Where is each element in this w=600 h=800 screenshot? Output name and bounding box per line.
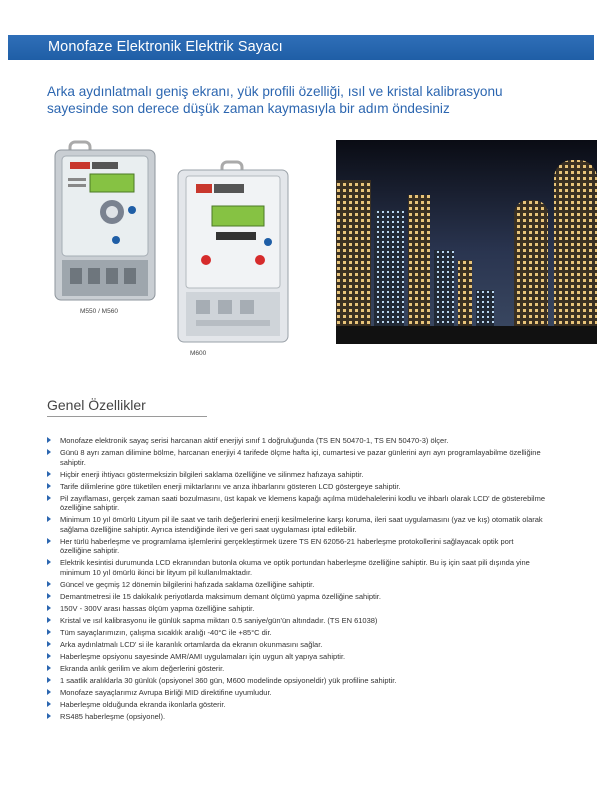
feature-text: Tarife dilimlerine göre tüketilen enerji miktarlarını ve arıza ihbarlarını gösteren LCD göstergeye sahiptir. xyxy=(60,481,401,491)
meter-b-caption: M600 xyxy=(190,350,207,357)
bullet-arrow-icon xyxy=(47,593,51,599)
bullet-arrow-icon xyxy=(47,689,51,695)
feature-text: Kristal ve ısıl kalibrasyonu ile günlük sapma miktarı 0.5 saniye/gün'ün altındadır. (TS EN 61038) xyxy=(60,615,378,625)
bullet-arrow-icon xyxy=(47,617,51,623)
bullet-arrow-icon xyxy=(47,653,51,659)
bullet-arrow-icon xyxy=(47,449,51,455)
feature-item xyxy=(46,592,546,602)
feature-text: Monofaze elektronik sayaç serisi harcanan aktif enerjiyi sınıf 1 doğruluğunda (TS EN 50470-1, TS EN 50470-3) ölçer. xyxy=(60,436,449,445)
feature-text: Pil zayıflaması, gerçek zaman saati bozulmasını, üst kapak ve klemens kapağı açılma müdehalelerini kodlu ve ihbarlı olarak LCD' de gösterebilme özelliğine sahiptir. xyxy=(60,493,545,512)
feature-text: Haberleşme olduğunda ekranda ikonlarla gösterir. xyxy=(60,699,226,709)
city-illustration xyxy=(336,140,597,344)
feature-item xyxy=(46,494,546,513)
feature-text: Günü 8 ayrı zaman dilimine bölme, harcanan enerjiyi 4 tarifede ölçme hafta içi, cumartesi ve pazar günlerini ayrı ayrı programlayabilme özelliğine sahiptir. xyxy=(60,448,541,467)
feature-text: Tüm sayaçlarımızın, çalışma sıcaklık aralığı -40°C ile +85°C dir. xyxy=(60,627,272,637)
bullet-arrow-icon xyxy=(47,516,51,522)
feature-item xyxy=(46,537,546,556)
feature-item xyxy=(46,616,546,626)
feature-text: Elektrik kesintisi durumunda LCD ekranından butonla okuma ve optik portundan haberleşme özelliğine sahiptir. Bu iş için saat pili dışında yine minimum 10 yıl ömürlü ikinci bir lityum pil kullanılmaktadır. xyxy=(60,558,530,577)
feature-item xyxy=(46,700,546,710)
feature-item xyxy=(46,688,546,698)
bullet-arrow-icon xyxy=(47,559,51,565)
feature-item xyxy=(46,558,546,577)
feature-text: 1 saatlik aralıklarla 30 günlük (opsiyonel 360 gün, M600 modelinde opsiyoneldir) yük profiline sahiptir. xyxy=(60,675,397,685)
feature-text: Ekranda anlık gerilim ve akım değerlerini gösterir. xyxy=(60,663,225,673)
feature-item xyxy=(46,580,546,590)
feature-text: Demantmetresi ile 15 dakikalık periyotlarda maksimum demant ölçümü yapma özelliğine sahiptir. xyxy=(60,591,381,601)
feature-item xyxy=(46,640,546,650)
page-title: Monofaze Elektronik Elektrik Sayacı xyxy=(48,39,283,55)
feature-item xyxy=(46,515,546,534)
meter-illustration xyxy=(40,140,325,370)
bullet-arrow-icon xyxy=(47,701,51,707)
feature-text: Güncel ve geçmiş 12 dönemin bilgilerini hafızada saklama özelliğine sahiptir. xyxy=(60,579,315,589)
bullet-arrow-icon xyxy=(47,581,51,587)
feature-text: 150V - 300V arası hassas ölçüm yapma özelliğine sahiptir. xyxy=(60,603,255,613)
feature-item xyxy=(46,604,546,614)
feature-item xyxy=(46,712,546,722)
feature-text: Hiçbir enerji ihtiyacı göstermeksizin bilgileri saklama özelliğine ve silinmez hafızaya sahiptir. xyxy=(60,469,364,479)
bullet-arrow-icon xyxy=(47,665,51,671)
section-divider xyxy=(47,416,207,417)
feature-item xyxy=(46,482,546,492)
bullet-arrow-icon xyxy=(47,538,51,544)
feature-item xyxy=(46,448,546,467)
meter-a-caption: M550 / M560 xyxy=(80,308,118,315)
bullet-arrow-icon xyxy=(47,629,51,635)
feature-text: RS485 haberleşme (opsiyonel). xyxy=(60,711,166,721)
feature-item xyxy=(46,676,546,686)
bullet-arrow-icon xyxy=(47,641,51,647)
title-bar xyxy=(8,35,594,60)
section-title: Genel Özellikler xyxy=(47,397,146,413)
feature-text: Monofaze sayaçlarımız Avrupa Birliği MID direktifine uyumludur. xyxy=(60,687,272,697)
bullet-arrow-icon xyxy=(47,713,51,719)
feature-text: Her türlü haberleşme ve programlama işlemlerini gerçekleştirmek üzere TS EN 62056-21 haberleşme protokollerini sağlayacak optik port özelliğine sahiptir. xyxy=(60,536,514,555)
feature-text: Minimum 10 yıl ömürlü Lityum pil ile saat ve tarih değerlerini enerji kesilmelerine karşı koruma, ileri saat uygulamasını (yaz ve kış) otomatik olarak sağlama özelliğine sahiptir. Ayrıca istendiğinde ileri ve geri saat uygulaması iptal edilebilir. xyxy=(60,515,543,534)
feature-item xyxy=(46,436,546,446)
bullet-arrow-icon xyxy=(47,483,51,489)
feature-item xyxy=(46,628,546,638)
bullet-arrow-icon xyxy=(47,471,51,477)
meter-a-image xyxy=(55,142,155,300)
bullet-arrow-icon xyxy=(47,605,51,611)
feature-item xyxy=(46,470,546,480)
feature-text: Arka aydınlatmalı LCD' si ile karanlık ortamlarda da ekranın okunmasını sağlar. xyxy=(60,639,323,649)
tagline: Arka aydınlatmalı geniş ekranı, yük profili özelliği, ısıl ve kristal kalibrasyonu sayesinde son derece düşük zaman kaymasıyla bir adım öndesiniz xyxy=(47,84,503,116)
feature-item xyxy=(46,652,546,662)
bullet-arrow-icon xyxy=(47,437,51,443)
bullet-arrow-icon xyxy=(47,677,51,683)
feature-item xyxy=(46,664,546,674)
feature-list xyxy=(46,436,546,724)
meter-photos xyxy=(40,140,325,370)
feature-text: Haberleşme opsiyonu sayesinde AMR/AMI uygulamaları için uygun alt yapıya sahiptir. xyxy=(60,651,346,661)
meter-b-image xyxy=(178,162,288,342)
city-night-photo xyxy=(336,140,597,344)
bullet-arrow-icon xyxy=(47,495,51,501)
